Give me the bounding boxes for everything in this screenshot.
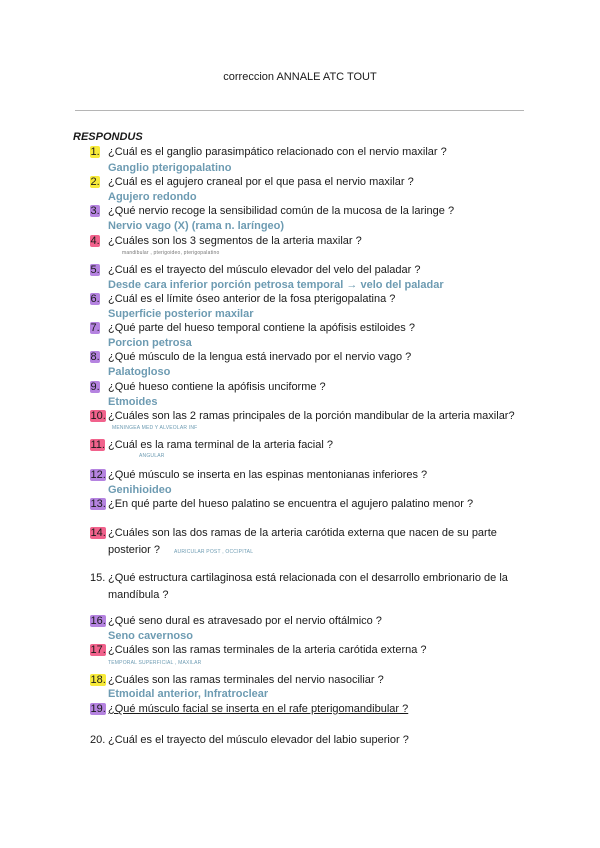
question-text: ¿Cuál es el límite óseo anterior de la fosa pterigopalatina ? <box>108 293 396 305</box>
question-text: ¿Qué seno dural es atravesado por el nervio oftálmico ? <box>108 615 382 627</box>
section-heading: RESPONDUS <box>73 131 143 143</box>
question-text: ¿Cuáles son las ramas terminales de la arteria carótida externa ? <box>108 644 427 656</box>
question-text: ¿Cuáles son los 3 segmentos de la arteria maxilar ? <box>108 235 362 247</box>
question-text: ¿Cuáles son las 2 ramas principales de la porción mandibular de la arteria maxilar? <box>108 410 515 422</box>
question-text: ¿Cuál es el ganglio parasimpático relacionado con el nervio maxilar ? <box>108 146 447 158</box>
question-number: 8. <box>90 351 100 363</box>
answer-6: Superficie posterior maxilar <box>108 308 254 320</box>
question-9 <box>90 379 522 395</box>
answer-8: Palatogloso <box>108 366 171 378</box>
question-16 <box>90 613 522 629</box>
question-number: 13. <box>90 498 106 510</box>
question-13 <box>90 496 522 512</box>
question-15 <box>90 570 522 604</box>
question-number: 20. <box>90 734 106 746</box>
question-number: 5. <box>90 264 100 276</box>
answer-4: mandibular , pterigoideo, pterigopalatino <box>122 250 220 256</box>
question-number: 19. <box>90 703 106 715</box>
question-text: ¿Cuál es el agujero craneal por el que pasa el nervio maxilar ? <box>108 176 414 188</box>
question-4 <box>90 233 522 249</box>
question-number: 11. <box>90 439 105 451</box>
answer-3: Nervio vago (X) (rama n. laríngeo) <box>108 220 285 232</box>
question-17 <box>90 642 522 658</box>
question-text: ¿Qué músculo se inserta en las espinas mentonianas inferiores ? <box>108 469 428 481</box>
answer-7: Porcion petrosa <box>108 337 192 349</box>
answer-11: ANGULAR <box>139 453 165 459</box>
question-10 <box>90 408 522 424</box>
question-number: 16. <box>90 615 106 627</box>
question-number: 1. <box>90 146 100 158</box>
answer-1: Ganglio pterigopalatino <box>108 162 232 174</box>
question-19 <box>90 701 522 717</box>
question-text: ¿En qué parte del hueso palatino se encuentra el agujero palatino menor ? <box>108 498 474 510</box>
question-number: 10. <box>90 410 106 422</box>
question-text: ¿Qué parte del hueso temporal contiene la apófisis estiloides ? <box>108 322 415 334</box>
question-text: ¿Qué músculo facial se inserta en el rafe pterigomandibular ? <box>108 703 409 715</box>
answer-9: Etmoides <box>108 396 158 408</box>
question-text: ¿Qué hueso contiene la apófisis unciforme ? <box>108 381 326 393</box>
question-18 <box>90 672 522 688</box>
question-number: 18. <box>90 674 106 686</box>
answer-12: Genihioideo <box>108 484 172 496</box>
question-number: 12. <box>90 469 106 481</box>
question-text: ¿Qué nervio recoge la sensibilidad común de la mucosa de la laringe ? <box>108 205 455 217</box>
question-number: 4. <box>90 235 100 247</box>
question-11 <box>90 437 522 453</box>
question-text: ¿Cuál es la rama terminal de la arteria facial ? <box>108 439 333 451</box>
answer-18: Etmoidal anterior, Infratroclear <box>108 688 269 700</box>
document-title: correccion ANNALE ATC TOUT <box>223 71 377 83</box>
question-text: ¿Cuáles son las ramas terminales del nervio nasociliar ? <box>108 674 384 686</box>
answer-10: MENINGEA MED Y ALVEOLAR INF <box>112 425 198 431</box>
answer-16: Seno cavernoso <box>108 630 193 642</box>
answer-17: TEMPORAL SUPERFICIAL , MAXILAR <box>108 660 202 666</box>
question-number: 14. <box>90 527 106 539</box>
question-14 <box>90 525 522 559</box>
question-number: 17. <box>90 644 106 656</box>
title-divider <box>75 110 524 111</box>
question-number: 2. <box>90 176 100 188</box>
question-number: 6. <box>90 293 100 305</box>
question-text: ¿Cuáles son las dos ramas de la arteria carótida externa que nacen de su parte posterior ? <box>108 527 497 556</box>
answer-5: Desde cara inferior porción petrosa temporal → velo del paladar <box>108 279 444 291</box>
question-7 <box>90 320 522 336</box>
question-number: 15. <box>90 572 106 584</box>
question-text: ¿Cuál es el trayecto del músculo elevador del velo del paladar ? <box>108 264 421 276</box>
question-2 <box>90 174 522 190</box>
question-12 <box>90 467 522 483</box>
question-number: 9. <box>90 381 100 393</box>
question-20 <box>90 732 522 748</box>
question-6 <box>90 291 522 307</box>
answer-2: Agujero redondo <box>108 191 197 203</box>
question-text: ¿Qué estructura cartilaginosa está relacionada con el desarrollo embrionario de la mandíbula ? <box>108 572 508 601</box>
question-1 <box>90 144 522 160</box>
question-number: 3. <box>90 205 100 217</box>
answer-14: AURICULAR POST , OCCIPITAL <box>174 549 254 555</box>
question-text: ¿Cuál es el trayecto del músculo elevador del labio superior ? <box>108 734 409 746</box>
question-5 <box>90 262 522 278</box>
question-text: ¿Qué músculo de la lengua está inervado por el nervio vago ? <box>108 351 412 363</box>
question-number: 7. <box>90 322 100 334</box>
question-3 <box>90 203 522 219</box>
question-8 <box>90 349 522 365</box>
